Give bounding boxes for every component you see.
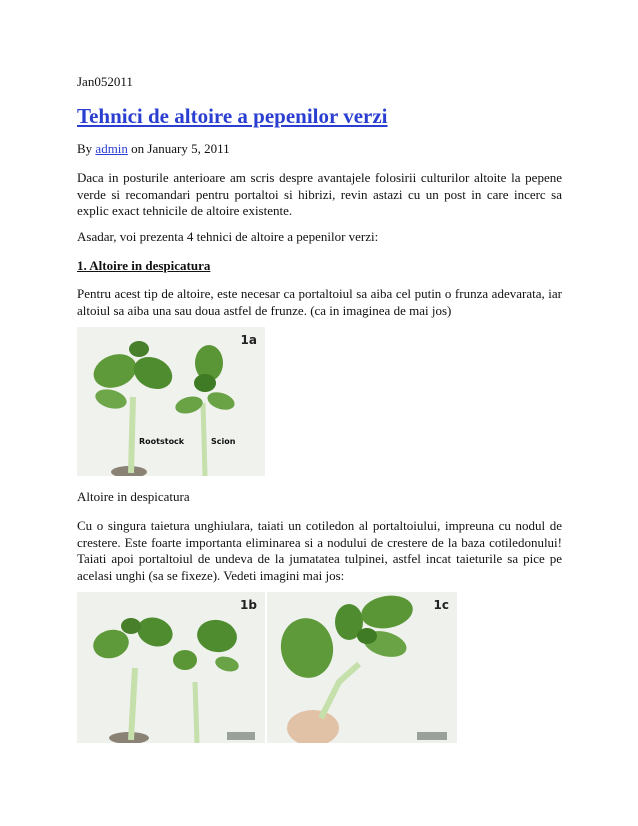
author-link[interactable]: admin xyxy=(95,141,128,156)
photo-tag-1b: 1b xyxy=(240,598,257,612)
rootstock-label: Rootstock xyxy=(139,437,185,446)
intro-paragraph: Daca in posturile anterioare am scris despre avantajele folosirii culturilor altoite la pepene verde si recomandari pentru portaltoi si hibrizi, revin astazi cu un post in care incerc sa explic exact tehnicile de altoire existente. xyxy=(77,170,562,218)
seedling-illustration-1b xyxy=(77,592,265,743)
byline xyxy=(77,141,230,157)
photo-tag-1c: 1c xyxy=(433,598,449,612)
seedling-illustration-1c xyxy=(267,592,457,743)
section-heading-1: 1. Altoire in despicatura xyxy=(77,258,211,273)
seedling-photo-1a xyxy=(77,327,265,476)
post-title-link[interactable]: Tehnici de altoire a pepenilor verzi xyxy=(77,104,388,128)
seedling-photo-1b xyxy=(77,592,265,743)
techniques-intro: Asadar, voi prezenta 4 tehnici de altoire a pepenilor verzi: xyxy=(77,229,379,244)
section1-instructions: Cu o singura taietura unghiulara, taiati un cotiledon al portaltoiului, impreuna cu nodul de crestere. Este foarte importanta eliminarea si a nodului de crestere de la baza cotiledonului! Taiati apoi portaltoiul de undeva de la jumatatea tulpinei, astfel incat taieturile sa pice pe acelasi unghi (sa se fixeze). Vedeti imagini mai jos: xyxy=(77,518,562,583)
image-caption-1: Altoire in despicatura xyxy=(77,489,190,504)
post-date: Jan052011 xyxy=(77,74,133,89)
section1-paragraph: Pentru acest tip de altoire, este necesar ca portaltoiul sa aiba cel putin o frunza adevarata, iar altoiul sa aiba una sau doua astfel de frunze. (ca in imaginea de mai jos) xyxy=(77,286,562,318)
scion-label: Scion xyxy=(211,437,236,446)
photo-tag-1a: 1a xyxy=(240,333,257,347)
seedling-illustration-1a xyxy=(77,327,265,476)
byline-date: on January 5, 2011 xyxy=(131,141,230,156)
byline-prefix: By xyxy=(77,141,93,156)
seedling-photo-1c xyxy=(267,592,457,743)
